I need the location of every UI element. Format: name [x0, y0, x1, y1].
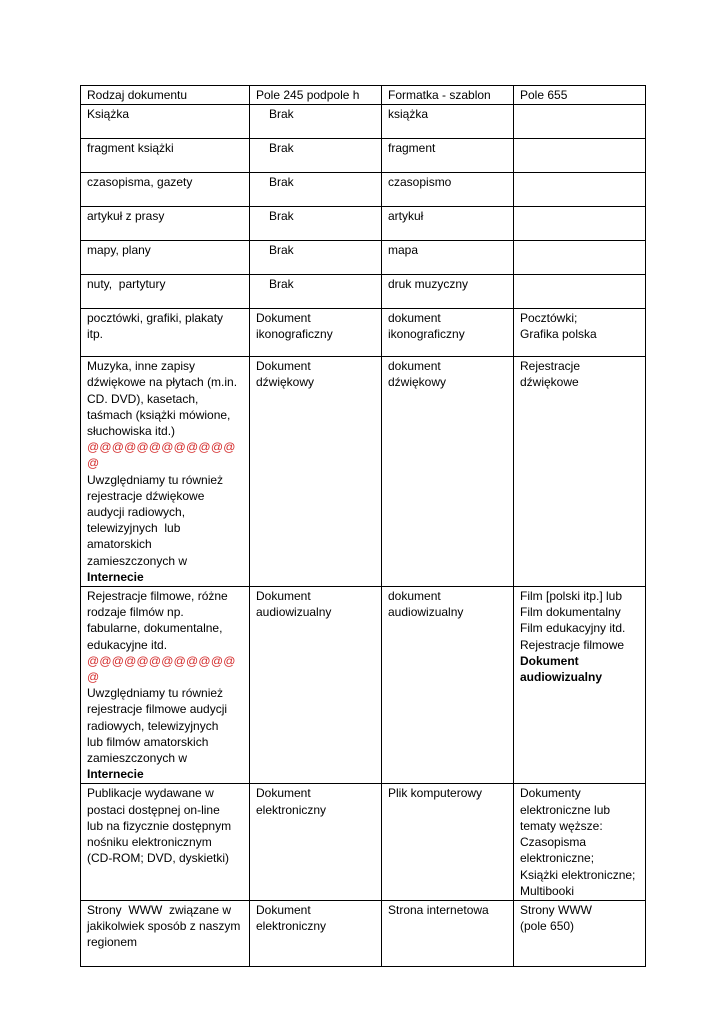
cell-template [382, 105, 514, 139]
cell-text: audiowizualny [388, 605, 464, 620]
table-row [81, 357, 646, 587]
cell-template [382, 241, 514, 275]
cell-template [382, 173, 514, 207]
cell-text: elektroniczny [256, 802, 327, 817]
cell-field-655 [514, 784, 646, 900]
cell-text: dźwiękowe [520, 375, 579, 390]
cell-field-655 [514, 900, 646, 966]
cell-text: Brak [269, 175, 294, 190]
cell-template [382, 309, 514, 357]
cell-note: rejestracje dźwiękowe [87, 488, 205, 503]
table-row [81, 784, 646, 900]
document-type-table [80, 85, 646, 967]
cell-text: Pocztówki; [520, 311, 578, 326]
cell-field-245h [250, 309, 382, 357]
cell-document-type [81, 139, 250, 173]
cell-text: ikonograficzny [388, 327, 465, 342]
cell-text: dźwiękowe na płytach (m.in. [87, 375, 238, 390]
table-row [81, 309, 646, 357]
header-template: Formatka - szablon [382, 86, 514, 105]
cell-document-type [81, 105, 250, 139]
cell-text: Dokument [256, 786, 311, 801]
header-document-type: Rodzaj dokumentu [81, 86, 250, 105]
cell-field-245h [250, 587, 382, 784]
cell-field-245h [250, 900, 382, 966]
cell-document-type [81, 784, 250, 900]
cell-text: elektroniczne lub [520, 802, 611, 817]
cell-text: Muzyka, inne zapisy [87, 359, 196, 374]
cell-text: Czasopisma [520, 835, 587, 850]
cell-document-type [81, 241, 250, 275]
cell-text: Multibooki [520, 883, 575, 898]
cell-text: Film edukacyjny itd. [520, 621, 626, 636]
cell-note: audycji radiowych, [87, 505, 186, 520]
table-row [81, 241, 646, 275]
cell-text: jakikolwiek sposób z naszym [87, 919, 241, 934]
cell-text: ikonograficzny [256, 327, 333, 342]
cell-text: elektroniczny [256, 919, 327, 934]
cell-field-245h [250, 784, 382, 900]
cell-text: czasopisma, gazety [87, 175, 193, 190]
cell-text: Strony WWW [520, 902, 592, 917]
cell-field-655 [514, 207, 646, 241]
cell-field-245h [250, 139, 382, 173]
cell-text: artykuł [388, 209, 424, 224]
cell-field-245h [250, 207, 382, 241]
cell-text: fragment [388, 141, 436, 156]
cell-document-type [81, 309, 250, 357]
table-row [81, 275, 646, 309]
cell-note: amatorskich [87, 537, 152, 552]
cell-document-type [81, 173, 250, 207]
cell-template [382, 207, 514, 241]
cell-text: Publikacje wydawane w [87, 786, 214, 801]
header-field-655: Pole 655 [514, 86, 646, 105]
cell-text: słuchowiska itd.) [87, 424, 176, 439]
separator-marker: @@@@@@@@@@@@@ [87, 653, 236, 685]
cell-document-type [81, 275, 250, 309]
cell-note-bold: Internecie [87, 569, 144, 584]
cell-document-type [81, 587, 250, 784]
cell-template [382, 784, 514, 900]
table-row [81, 587, 646, 784]
cell-text: Grafika polska [520, 327, 597, 342]
cell-text: dokument [388, 311, 441, 326]
cell-text: Brak [269, 243, 294, 258]
table-header-row [81, 86, 646, 105]
cell-text: Film [polski itp.] lub [520, 589, 623, 604]
cell-text: druk muzyczny [388, 277, 469, 292]
table-row [81, 207, 646, 241]
cell-text: Dokument [256, 902, 311, 917]
cell-text: itp. [87, 327, 104, 342]
cell-text: Brak [269, 141, 294, 156]
cell-field-245h [250, 105, 382, 139]
cell-text: Książka [87, 107, 130, 122]
cell-field-245h [250, 275, 382, 309]
cell-text: CD. DVD), kasetach, [87, 391, 199, 406]
cell-text: fragment książki [87, 141, 174, 156]
cell-field-655 [514, 587, 646, 784]
table-row [81, 139, 646, 173]
cell-text: nośniku elektronicznym [87, 835, 212, 850]
cell-template [382, 357, 514, 587]
cell-note: zamieszczonych w [87, 751, 188, 766]
cell-text: rodzaje filmów np. [87, 605, 184, 620]
cell-document-type [81, 900, 250, 966]
cell-text: Dokument [256, 311, 311, 326]
cell-text: Film dokumentalny [520, 605, 621, 620]
cell-text: książka [388, 107, 429, 122]
cell-text: edukacyjne itd. [87, 637, 168, 652]
cell-note: lub filmów amatorskich [87, 734, 209, 749]
cell-text: elektroniczne; [520, 851, 595, 866]
cell-text: Strony WWW związane w [87, 902, 232, 917]
separator-marker: @@@@@@@@@@@@@ [87, 440, 236, 471]
cell-note: Uwzględniamy tu również [87, 686, 224, 701]
cell-text: (pole 650) [520, 919, 575, 934]
cell-text: mapy, plany [87, 243, 151, 258]
cell-text: nuty, partytury [87, 277, 166, 292]
cell-field-655 [514, 139, 646, 173]
cell-text: artykuł z prasy [87, 209, 165, 224]
cell-text: taśmach (książki mówione, [87, 407, 231, 422]
cell-text: Brak [269, 277, 294, 292]
cell-note: radiowych, telewizyjnych [87, 718, 219, 733]
cell-field-245h [250, 357, 382, 587]
table-row [81, 173, 646, 207]
cell-text: tematy węższe: [520, 818, 603, 833]
cell-note: zamieszczonych w [87, 553, 188, 568]
cell-note-bold: Internecie [87, 767, 144, 782]
table-row [81, 900, 646, 966]
cell-note: Uwzględniamy tu również [87, 472, 224, 487]
header-field-245h: Pole 245 podpole h [250, 86, 382, 105]
cell-text: dźwiękowy [256, 375, 315, 390]
cell-note: rejestracje filmowe audycji [87, 702, 228, 717]
cell-text-bold: audiowizualny [520, 670, 603, 685]
cell-text: dźwiękowy [388, 375, 447, 390]
cell-text: regionem [87, 935, 138, 950]
cell-text: pocztówki, grafiki, plakaty [87, 311, 224, 326]
cell-field-655 [514, 105, 646, 139]
cell-text: czasopismo [388, 175, 452, 190]
cell-text: Brak [269, 209, 294, 224]
cell-text-bold: Dokument [520, 653, 579, 668]
cell-text: fabularne, dokumentalne, [87, 621, 223, 636]
cell-template [382, 587, 514, 784]
cell-template [382, 139, 514, 173]
cell-field-655 [514, 309, 646, 357]
cell-text: Strona internetowa [388, 902, 489, 917]
cell-text: postaci dostępnej on-line [87, 802, 220, 817]
cell-text: Rejestracje filmowe [520, 637, 625, 652]
cell-text: dokument [388, 589, 441, 604]
cell-field-245h [250, 173, 382, 207]
cell-field-245h [250, 241, 382, 275]
cell-field-655 [514, 357, 646, 587]
cell-text: Książki elektroniczne; [520, 867, 636, 882]
cell-document-type [81, 207, 250, 241]
cell-field-655 [514, 241, 646, 275]
cell-field-655 [514, 173, 646, 207]
cell-text: Dokumenty [520, 786, 581, 801]
cell-text: dokument [388, 359, 441, 374]
cell-text: Brak [269, 107, 294, 122]
cell-text: Dokument [256, 359, 311, 374]
table-row [81, 105, 646, 139]
cell-text: lub na fizycznie dostępnym [87, 818, 232, 833]
cell-note: telewizyjnych lub [87, 521, 181, 536]
cell-text: Rejestracje filmowe, różne [87, 589, 228, 604]
cell-text: Rejestracje [520, 359, 581, 374]
cell-template [382, 900, 514, 966]
cell-text: audiowizualny [256, 605, 332, 620]
cell-text: mapa [388, 243, 419, 258]
cell-text: Dokument [256, 589, 311, 604]
cell-template [382, 275, 514, 309]
cell-text: Plik komputerowy [388, 786, 483, 801]
cell-text: (CD-ROM; DVD, dyskietki) [87, 851, 230, 866]
cell-document-type [81, 357, 250, 587]
cell-field-655 [514, 275, 646, 309]
